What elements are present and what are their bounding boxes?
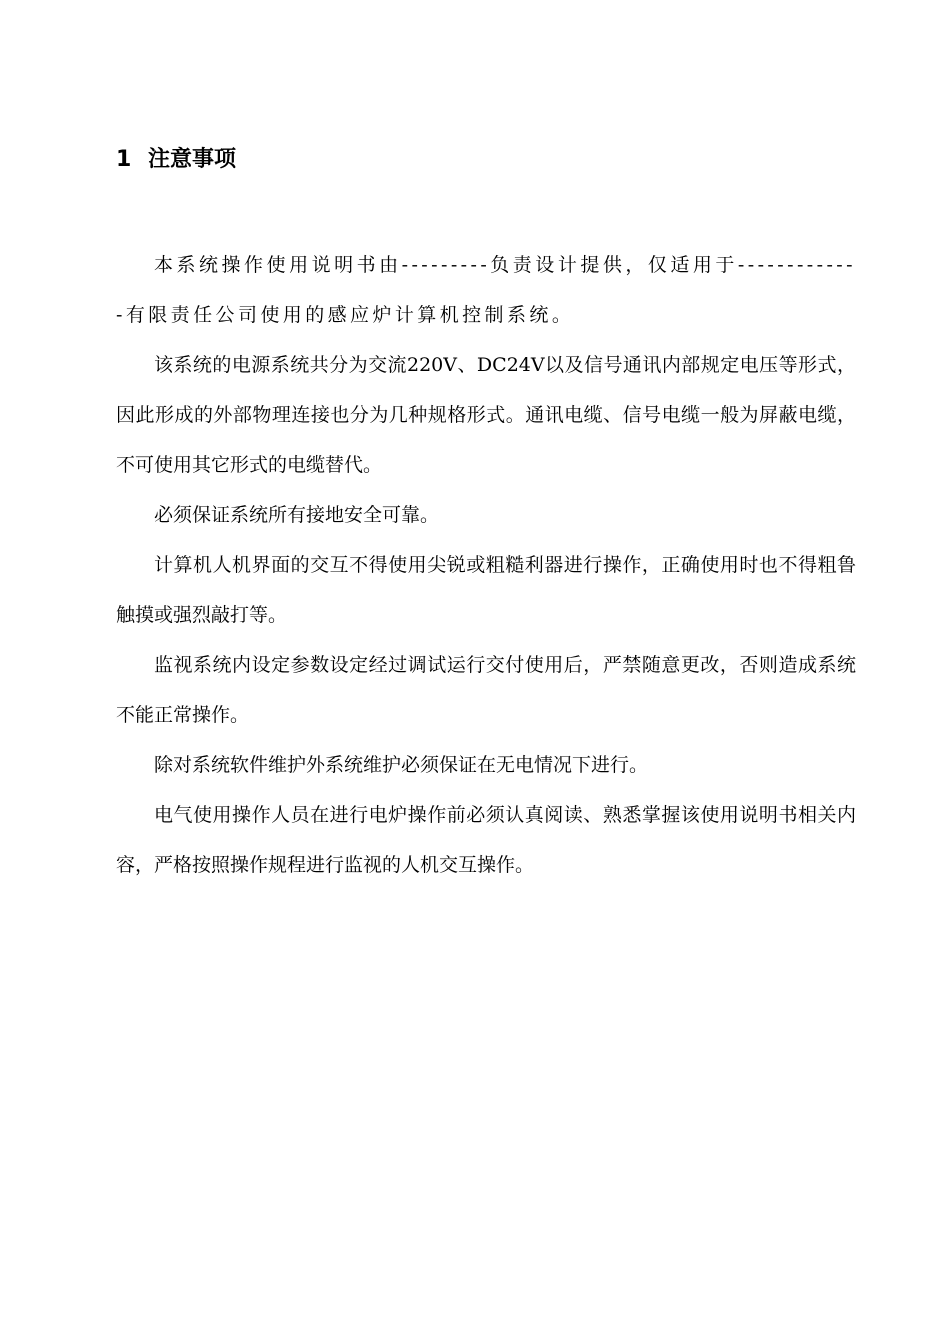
- paragraph: 计算机人机界面的交互不得使用尖锐或粗糙利器进行操作，正确使用时也不得粗鲁触摸或强烈敲打等。: [116, 554, 856, 626]
- section-title: 注意事项: [148, 147, 237, 172]
- section-heading: [116, 144, 236, 176]
- paragraph: 电气使用操作人员在进行电炉操作前必须认真阅读、熟悉掌握该使用说明书相关内容，严格按照操作规程进行监视的人机交互操作。: [116, 804, 856, 876]
- paragraph: 除对系统软件维护外系统维护必须保证在无电情况下进行。: [154, 754, 649, 776]
- paragraph: 该系统的电源系统共分为交流220V、DC24V以及信号通讯内部规定电压等形式，因此形成的外部物理连接也分为几种规格形式。通讯电缆、信号电缆一般为屏蔽电缆，不可使用其它形式的电缆替代。: [116, 354, 856, 476]
- document-body: [116, 240, 856, 890]
- section-number: 1: [116, 147, 132, 172]
- paragraph: 监视系统内设定参数设定经过调试运行交付使用后，严禁随意更改，否则造成系统不能正常操作。: [116, 654, 856, 726]
- paragraph: 必须保证系统所有接地安全可靠。: [154, 504, 440, 526]
- paragraph: 本系统操作使用说明书由---------负责设计提供，仅适用于-------------有限责任公司使用的感应炉计算机控制系统。: [116, 254, 856, 326]
